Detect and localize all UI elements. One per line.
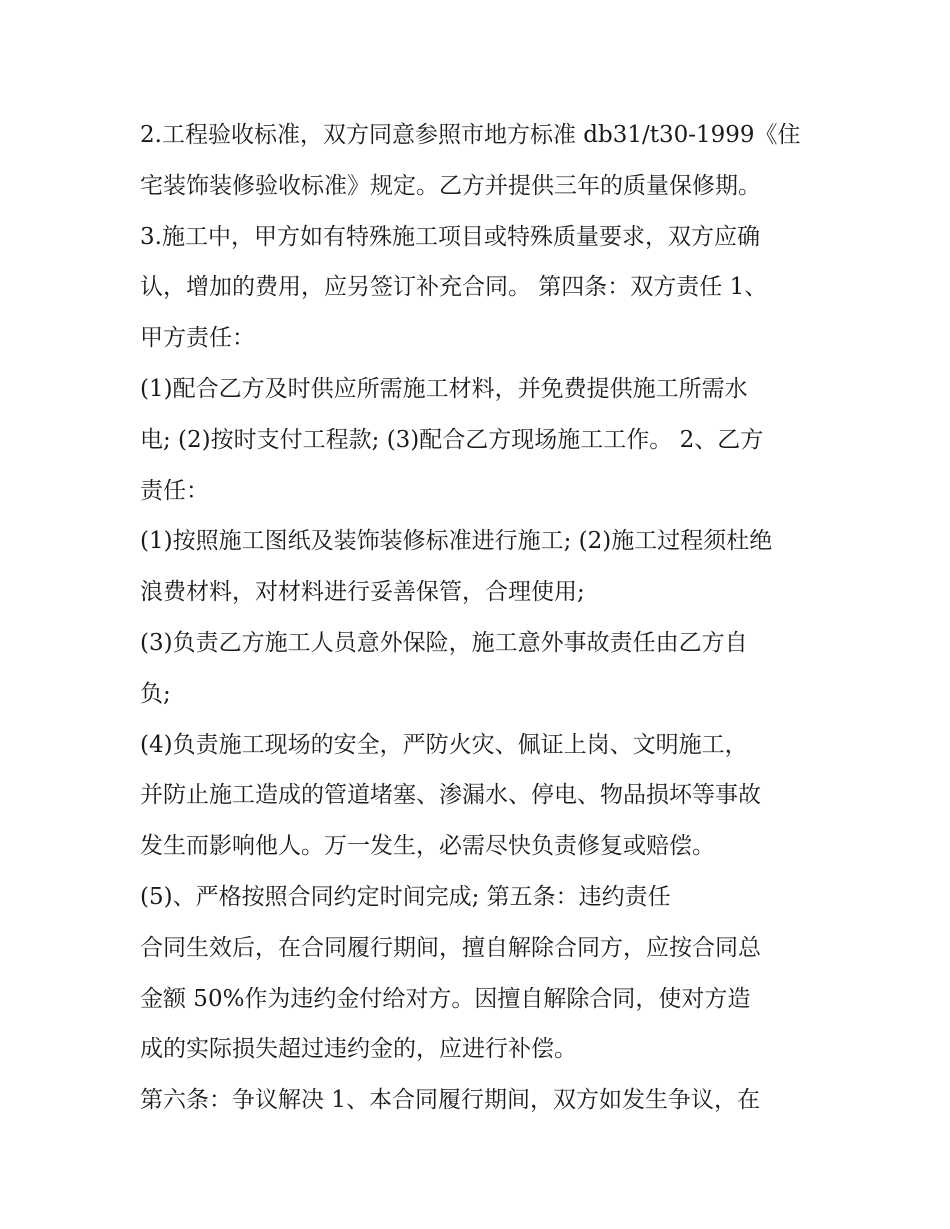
text-line: 并防止施工造成的管道堵塞、渗漏水、停电、物品损坏等事故	[140, 782, 761, 809]
text-line: 认，增加的费用，应另签订补充合同。 第四条：双方责任 1、	[140, 274, 768, 301]
text-line: 成的实际损失超过违约金的，应进行补偿。	[140, 1036, 577, 1063]
text-line: 2.工程验收标准，双方同意参照市地方标准 db31/t30-1999《住	[140, 122, 801, 148]
text-line: 负;	[140, 680, 171, 707]
text-line: 发生而影响他人。万一发生，必需尽快负责修复或赔偿。	[140, 833, 715, 860]
document-body	[140, 110, 820, 1126]
text-line: (1)按照施工图纸及装饰装修标准进行施工; (2)施工过程须杜绝	[140, 528, 773, 555]
text-line: 金额 50%作为违约金付给对方。因擅自解除合同，使对方造	[140, 985, 751, 1012]
text-line: 宅装饰装修验收标准》规定。乙方并提供三年的质量保修期。	[140, 172, 761, 199]
text-line: (4)负责施工现场的安全，严防火灾、佩证上岗、文明施工，	[140, 731, 748, 758]
text-line: (5)、严格按照合同约定时间完成; 第五条：违约责任	[140, 883, 671, 910]
text-line: 电; (2)按时支付工程款; (3)配合乙方现场施工工作。 2、乙方	[140, 426, 764, 453]
text-line: 第六条：争议解决 1、本合同履行期间，双方如发生争议，在	[140, 1087, 760, 1114]
text-line: 甲方责任：	[140, 325, 255, 352]
text-line: 浪费材料，对材料进行妥善保管，合理使用;	[140, 579, 585, 606]
text-line: 3.施工中，甲方如有特殊施工项目或特殊质量要求，双方应确	[140, 223, 760, 250]
text-line: (3)负责乙方施工人员意外保险，施工意外事故责任由乙方自	[140, 629, 748, 656]
text-line: 责任：	[140, 477, 209, 504]
text-line: 合同生效后，在合同履行期间，擅自解除合同方，应按合同总	[140, 934, 761, 961]
text-line: (1)配合乙方及时供应所需施工材料，并免费提供施工所需水	[140, 375, 748, 402]
